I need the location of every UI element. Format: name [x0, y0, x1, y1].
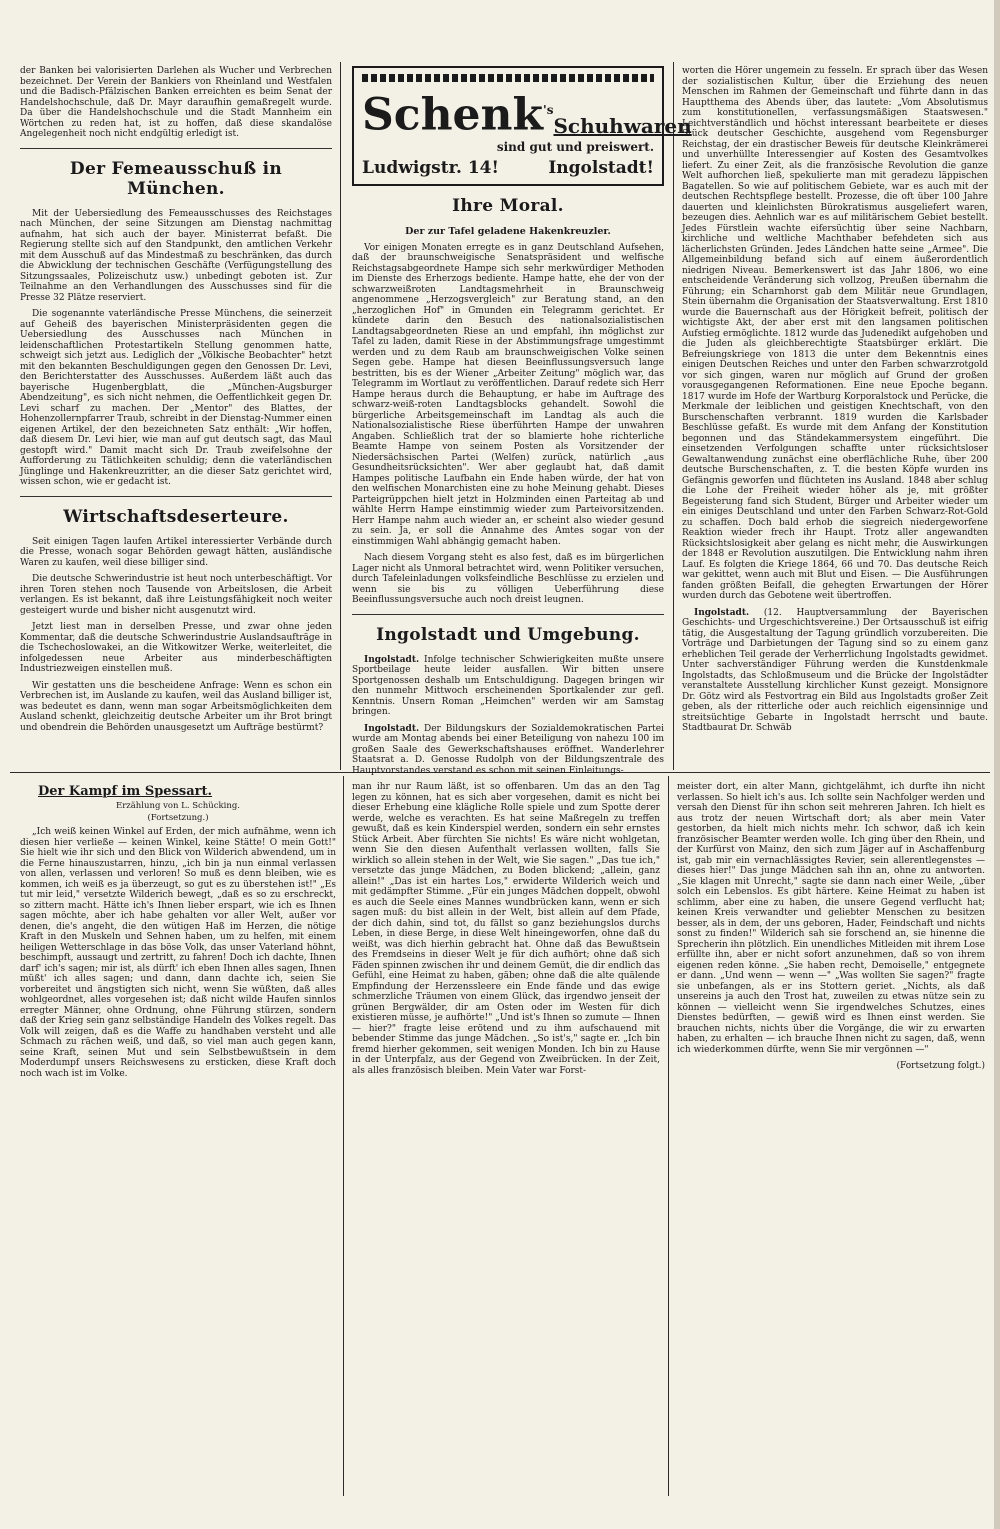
column-divider — [343, 776, 344, 1496]
story-end-note: (Fortsetzung folgt.) — [896, 1061, 985, 1071]
story-column-2 — [352, 782, 660, 1488]
article-text: Jetzt liest man in derselben Presse, und zwar ohne jeden Kommentar, daß die deutsche Schwerindustrie Auslandsaufträge in die Tschechoslowakei, an die Witkowitzer Werke, weiterleitet, die infolgedessen neue Arbeiter aus minderbeschäftigten Industriezweigen einstellen muß. — [20, 622, 332, 674]
advertisement-schenk — [352, 66, 692, 186]
story-byline: Erzählung von L. Schücking. — [115, 801, 241, 811]
column-left — [20, 66, 332, 770]
dateline: Ingolstadt. — [364, 723, 420, 734]
local-news-item: Ingolstadt. Der Bildungskurs der Sozialdemokratischen Partei wurde am Montag abends bei einer Beteiligung von nahezu 100 im großen Saale des Gewerkschaftshauses eröffnet. Wanderlehrer Staatsrat a. D. Genosse Rudolph von der Bildungszentrale des Hauptvorstandes verstand es schon mit seinen Einleitungs- — [352, 723, 664, 776]
dateline: Ingolstadt. — [364, 654, 420, 665]
ad-product: Schuhwaren — [553, 113, 692, 138]
article-rule — [20, 148, 332, 149]
ad-address-row — [362, 158, 654, 178]
story-column-1 — [20, 782, 336, 1488]
ad-brand-row — [362, 88, 692, 141]
headline-ingolstadt: Ingolstadt und Umgebung. — [376, 624, 640, 645]
article-text: worten die Hörer ungemein zu fesseln. Er sprach über das Wesen der sozialistischen Kultur, über die Erziehung des neuen Menschen im Rahmen der Gemeinschaft und führte dann in das Hauptthema des Abends über, das lautete: „Vom Absolutismus zum konstitutionellen, verfassungsmäßigen Staatswesen." Leichtverständlich und höchst interessant bearbeitete er dieses Stück deutscher Geschichte, ausgehend vom Regensburger Reichstag, der ein drastischer Beweis für deutsche Kleinkrämerei und unverhüllte Interessengier auf Kosten des Gesamtvolkes liefert. Zu einer Zeit, als die französische Revolution die ganze Welt aufhorchen ließ, spekulierte man mit geradezu läppischen Bagatellen. So wie auf politischem Gebiete, war es auch mit der deutschen Rechtspflege bestellt. Prozesse, die oft über 100 Jahre dauerten und kleinlichsten Bürokratismus ausgeliefert waren, bezeugen dies. Aehnlich war es auf militärischem Gebiet bestellt. Jedes Fürstlein wachte eifersüchtig über seine Nachbarn, kirchliche und weltliche Machthaber befehdeten sich aus lächerlichsten Gründen. Jedes Ländchen hatte seine „Armee". Die Allgemeinbildung befand sich auf einem äußerordentlich niedrigen Niveau. Bemerkenswert ist das Jahr 1806, wo eine entscheidende Veränderung sich vollzog, Preußen übernahm die Führung; ein Scharnhorst gab dem Militär neue Grundlagen, Stein übernahm die Organisation der Staatsverwaltung. Erst 1810 wurde die Bauernschaft aus der Hörigkeit befreit, politisch der wichtigste Akt, der aber erst mit den langsamen politischen Aufstieg ermöglichte. 1812 wurde das Judenedikt aufgehoben und die Juden als gleichberechtigte Staatsbürger erklärt. Die Befreiungskriege von 1813 die unter dem Bekenntnis eines einigen Deutschen Reiches und unter den Farben schwarzrotgold vor sich gingen, waren nur möglich auf Grund der großen vorausgegangenen Reformationen. Eine neue Epoche begann. 1817 wurde im Hofe der Wartburg Korporalstock und Perücke, die Merkmale der leiblichen und geistigen Knechtschaft, von den Burschenschaften verbrannt. 1819 wurden die Karlsbader Beschlüsse gefaßt. Es wurde mit dem Anfang der Konstitution begonnen und das Ständekammersystem eingeführt. Die einsetzenden Verfolgungen schaffte unter rücksichtsloser Gewaltanwendung zunächst eine oberflächliche Ruhe, über 200 deutsche Burschenschaften, z. T. die besten Köpfe wurden ins Gefängnis geworfen und flüchteten ins Ausland. 1848 aber schlug die Lohe der Freiheit wieder höher als je, mit größter Begeisterung fand sich Student, Bürger und Arbeiter wieder um ein einiges Deutschland und unter den Farben Schwarz-Rot-Gold zu schaffen. Doch bald erhob die siegreich niedergeworfene Reaktion wieder frech ihr Haupt. Trotz aller angewandten Rücksichtslosigkeit aber gelang es nicht mehr, die Auswirkungen der 1848 er Revolution auszutilgen. Die Entwicklung nahm ihren Lauf. Es folgten die Kriege 1864, 66 und 70. Das deutsche Reich war gekittet, wenn auch mit Blut und Eisen. — Die Ausführungen fanden größten Beifall, die gehegten Erwartungen der Hörer wurden durch das Gebotene weit übertroffen. — [682, 66, 988, 601]
story-text: „Ich weiß keinen Winkel auf Erden, der mich aufnähme, wenn ich diesen hier verließe — keinen Winkel, keine Stätte! O mein Gott!" Sie hielt wie ihr sich und den Blick von Wilderich abwendend, um in die Ferne hinauszustarren, hinzu, „ich bin ja nun einmal verlassen von allen, verlassen und verloren! So muß es denn bleiben, wie es kommen, ich weiß es ja überzeugt, so gut es zu überstehen ist!" „Es tut mir leid," versetzte Wilderich bewegt, „daß es so zu erschreckt, so zittern macht. Hätte ich's Ihnen lieber erspart, wie ich es Ihnen sagen möchte, aber ich habe gehalten vor aller Welt, außer vor denen, die's angeht, die den wütigen Haß im Herzen, die nötige Kraft in den Muskeln und Sehnen haben, um zu helfen, mit einem heiligen Wetterschlage in das böse Volk, das unser Vaterland höhnt, beschimpft, aussaugt und zertritt, zu fahren! Doch ich dachte, Ihnen darf' ich's sagen; mir ist, als dürft' ich eben Ihnen alles sagen, Ihnen müßt' ich alles sagen; und dann, dann dachte ich, seien Sie vorbereitet und ängstigten sich nicht, wenn Sie wüßten, daß alles wohlgeordnet, alles vorgesehen ist; daß nicht wilde Haufen sinnlos erregter Männer, ohne Ordnung, ohne Führung stürzen, sondern daß der Krieg sein ganz selbständige Handeln des Volkes regelt. Das Volk will zeigen, daß es die Waffe zu handhaben versteht und alle Schmach zu rächen weiß, und daß, so viel man auch gegen kann, seine Kraft, seinen Mut und sein Selbstbewußtsein in dem Moderdumpf unsers Reichswesens zu ersticken, diese Kraft doch noch wach ist im Volke. — [20, 827, 336, 1079]
story-text: man ihr nur Raum läßt, ist so offenbaren. Um das an den Tag legen zu können, hat es sich aber vorgesehen, damit es nicht bei dieser Erhebung eine klägliche Rolle spiele und zum Spotte derer werde, welche es verachten. Es hat seine Maßregeln zu treffen gewußt, daß es kein Kinderspiel werden, sondern ein sehr ernstes Stück Arbeit. Aber fürchten Sie nichts! Es wäre nicht wohlgetan, wenn Sie den diesen Aufenthalt verlassen wollten, falls Sie wirklich so allein stehen in der Welt, wie Sie sagen." „Das tue ich," versetzte das junge Mädchen, zu Boden blickend; „allein, ganz allein!" „Das ist ein hartes Los," erwiderte Wilderich weich und mit gedämpfter Stimme. „Für ein junges Mädchen doppelt, obwohl es auch die Seele eines Mannes wundbrücken kann, wenn er sich sagen muß: du bist allein in der Welt, bist allein auf dem Pfade, der dich dahin, sind tot, du fällst so ganz beziehungslos durchs Leben, in diese Berge, in diese Welt hineingeworfen, ohne daß du weißt, was dich hierhin gebracht hat. Ohne daß das Bewußtsein des Fremdseins in dieser Welt je für dich aufhört; ohne daß sich Fäden spinnen zwischen ihr und deinem Gemüt, die dir endlich das Gefühl, eine Heimat zu haben, gäben; ohne daß die alte quälende Empfindung der Herzenssleere ein Ende fände und das ewige schmerzliche Träumen von einem Glück, das irgendwo jenseit der grünen Bergwälder, dir am Osten oder im Westen für dich existieren müsse, je aufhörte!" „Und ist's Ihnen so zumute — Ihnen — hier?" fragte leise erötend und zu ihm aufschauend mit bebender Stimme das junge Mädchen. „So ist's," sagte er. „Ich bin fremd hierher gekommen, seit wenigen Monden. Ich bin zu Hause in der Unterpfalz, aus der Gegend von Zweibrücken. In der Zeit, als alles französisch bleiben. Mein Vater war Forst- — [352, 782, 660, 1076]
article-text: Die deutsche Schwerindustrie ist heut noch unterbeschäftigt. Vor ihren Toren stehen noch Tausende von Arbeitslosen, die Arbeit verlangen. Es ist bekannt, daß ihre Leistungsfähigkeit noch weiter gesteigert wurde und bisher nicht ausgenutzt wird. — [20, 574, 332, 616]
article-text: Die sogenannte vaterländische Presse Münchens, die seinerzeit auf Geheiß des bayerischen Ministerpräsidenten gegen die Uebersiedlung des Ausschusses nach München in leidenschaftlichen Protestartikeln Stellung genommen hatte, schweigt sich jetzt aus. Lediglich der „Völkische Beobachter" hetzt mit den bekannten Beschuldigungen gegen den Genossen Dr. Levi, den Berichterstatter des Ausschusses. Außerdem läßt auch das bayerische Hugenbergblatt, die „München-Augsburger Abendzeitung", es sich nicht nehmen, die Oeffentlichkeit gegen Dr. Levi scharf zu machen. Der „Mentor" des Blattes, der Hohenzollernpfarrer Traub, schreibt in der Dienstag-Nummer einen eigenen Artikel, der den bezeichneten Satz enthält: „Wir hoffen, daß diesem Dr. Levi hier, wie man auf gut deutsch sagt, das Maul gestopft wird." Damit macht sich Dr. Traub zweifelsohne der Aufforderung zu Tätlichkeiten schuldig; denn die vaterländischen Jünglinge und Hakenkreuzritter, an die dieser Satz gerichtet wird, wissen schon, wie er gedacht ist. — [20, 309, 332, 487]
article-text: der Banken bei valorisierten Darlehen als Wucher und Verbrechen bezeichnet. Der Verein der Bankiers von Rheinland und Westfalen und die Badisch-Pfälzischen Banken erreichten es beim Senat der Handelshochschule, daß Dr. Mayr daraufhin gemaßregelt wurde. Da über die Handelshochschule und die Stadt Mannheim ein Wörtchen zu reden hat, ist zu hoffen, daß diese skandalöse Angelegenheit noch nicht endgültig erledigt ist. — [20, 66, 332, 139]
article-text: Nach diesem Vorgang steht es also fest, daß es im bürgerlichen Lager nicht als Unmoral betrachtet wird, wenn Politiker versuchen, durch Tafeleinladungen volksfeindliche Beschlüsse zu erzielen und wenn sie bis zu völligen Ueberführung diese Beeinflussungsversuche auch noch dreist leugnen. — [352, 553, 664, 606]
column-divider — [673, 62, 674, 770]
local-news-item: Ingolstadt. (12. Hauptversammlung der Bayerischen Geschichts- und Urgeschichtsvereine.) Der Ortsausschuß ist eifrig tätig, die Ausgestaltung der Tagung gründlich vorzubereiten. Die Vorträge und Darbietungen der Tagung sind so zu einem ganz erheblichen Teil gerade der Verherrlichung Ingolstadts gewidmet. Unter sachverständiger Führung werden die Kunstdenkmale Ingolstadts, das Schloßmuseum und die Brücke der Ingolstädter veranstaltete Ausstellung kirchlicher Kunst gezeigt. Monsignore Dr. Götz wird als Festvortrag ein Bild aus Ingolstadts großer Zeit geben, als der ritterliche oder auch reichlich eigensinnige und streitsüchtige Gebarte in Ingolstadt herrscht und baute. Stadtbaurat Dr. Schwäb — [682, 607, 988, 733]
column-middle — [352, 66, 692, 776]
headline-wirtschaftsdeserteure: Wirtschaftsdeserteure. — [63, 506, 289, 527]
page-edge — [994, 0, 1000, 1529]
story-title: Der Kampf im Spessart. — [38, 784, 213, 799]
article-text: Vor einigen Monaten erregte es in ganz Deutschland Aufsehen, daß der braunschweigische Senatspräsident und welfische Reichstagsabgeordnete Hampe sich sehr merkwürdiger Methoden im Dienste des Erherzogs bediente. Hampe hatte, ehe der von der schwarzweißroten Landtagsmehrheit in Braunschweig angenommene „Herzogsvergleich" zur Beratung stand, an den „herzoglichen Hof" in Gmunden ein Telegramm gerichtet. Er kündete darin den Besuch des nationalsozialistischen Landtagsabgeordneten Riese an und empfahl, ihn möglichst zur Tafel zu laden, damit Riese in der Abstimmungsfrage umgestimmt werden und zu dem Raub am braunschweigischen Volke seinen Segen gebe. Hampe hat diesen Beeinflussungsversuch lange bestritten, bis es der Wiener „Arbeiter Zeitung" möglich war, das Telegramm im Wortlaut zu veröffentlichen. Darauf redete sich Herr Hampe heraus durch die Behauptung, er habe im Auftrage des schwarz-weiß-roten Landtagsblocks gehandelt. Sowohl die bürgerliche Arbeitsgemeinschaft im Landtag als auch die Nationalsozialistische Riese überführten Hampe der unwahren Angaben. Schließlich trat der so blamierte hohe richterliche Beamte Hampe von seinem Posten als Vorsitzender der Niedersächsischen Partei (Welfen) zurück, natürlich „aus Gesundheitsrücksichten". Wer aber geglaubt hat, daß damit Hampes politische Laufbahn ein Ende haben würde, der hat von den welfischen Monarchisten eine zu hohe Meinung gehabt. Dieses Parteigrüppchen hielt jetzt in Holzminden einen Parteitag ab und wählte Herrn Hampe einstimmig wieder zum Parteivorsitzenden. Herr Hampe nahm auch wieder an, er scheint also wieder gesund zu sein. Ja, er soll die Annahme des Amtes sogar von der einstimmigen Wahl abhängig gemacht haben. — [352, 242, 664, 547]
headline-moral: Ihre Moral. — [452, 195, 564, 216]
article-rule — [20, 496, 332, 497]
story-column-3 — [677, 782, 985, 1488]
dateline: Ingolstadt. — [694, 607, 750, 618]
article-text: Wir gestatten uns die bescheidene Anfrage: Wenn es schon ein Verbrechen ist, im Auslande zu kaufen, weil das Ausland billiger ist, was bedeutet es dann, wenn man sogar Arbeitsmöglichkeiten dem Ausland schenkt, gleichzeitig deutsche Arbeiter um ihr Brot bringt und obendrein die Behörden unausgesetzt um Aufträge bestürmt? — [20, 680, 332, 733]
article-rule — [352, 614, 664, 615]
column-right — [682, 66, 988, 770]
local-news-item: Ingolstadt. Infolge technischer Schwierigkeiten mußte unsere Sportbeilage heute leider ausfallen. Wir bitten unsere Sportgenossen deshalb um Entschuldigung. Dagegen bringen wir den nunmehr Mittwoch erscheinenden Sportkalender zur gefl. Kenntnis. Unsern Roman „Heimchen" werden wir am Samstag bringen. — [352, 654, 664, 718]
headline-femeausschuss: Der Femeausschuß in München. — [69, 158, 283, 199]
column-divider — [668, 776, 669, 1496]
story-text: meister dort, ein alter Mann, gichtgelähmt, ich durfte ihn nicht verlassen. So hielt ich's aus. Ich sollte sein Nachfolger werden und versah den Dienst für ihn schon seit mehreren Jahren. Ich hielt es aus trotz der neuen Wirtschaft dort; als aber mein Vater gestorben, da hielt mich nichts mehr. Ich schwor, daß ich kein französischer Beamter werden wolle. Ich ging über den Rhein, und der Kurfürst von Mainz, den sich zum Jäger auf in Aschaffenburg ist, gab mir ein vernachlässigtes Revier, sein allerentlegenstes — dieses hier!" Das junge Mädchen sah ihn an, ohne zu antworten. „Sie klagen mit Unrecht," sagte sie dann nach einer Weile, „über solch ein Lebenslos. Es gibt härtere. Keine Heimat zu haben ist schlimm, aber eine zu haben, die unsere Gegend verflucht hat; keinen Kreis verwandter und geliebter Menschen zu besitzen besser, als in dem, der uns geboren, Hader, Feindschaft und nichts sonst zu finden!" Wilderich sah sie forschend an, sie hinenne die Sprecherin ihn plötzlich. Ein unendliches Mitleiden mit ihrem Lose erfüllte ihn, aber er nicht sofort anzunehmen, daß so von ihrem eigenen reden könne. „Sie haben recht, Demoiselle," entgegnete er dann. „Und wenn — wenn —" „Was wollten Sie sagen?" fragte sie unbefangen, als er ins Stottern geriet. „Nichts, als daß unsereins ja auch den Trost hat, zuweilen zu etwas nütze sein zu können — vielleicht wenn Sie irgendwelches Schutzes, eines Dienstes bedürften, — gewiß wird es Ihnen einst werden. Sie brauchen nichts, nichts über die Vorgänge, die wir zu erwarten haben, zu erhalten — ich brauche Ihnen nicht zu sagen, daß, wenn ich wiederkommen dürfte, wenn Sie mir vergönnen —" — [677, 782, 985, 1055]
ad-address: Ludwigstr. 14! — [362, 157, 499, 178]
subheadline-moral: Der zur Tafel geladene Hakenkreuzler. — [405, 225, 611, 237]
story-continuation-note: (Fortsetzung.) — [147, 813, 209, 823]
ad-border-pattern — [362, 74, 654, 82]
article-text: Mit der Uebersiedlung des Femeausschusses des Reichstages nach München, der seine Sitzungen am Dienstag nachmittag aufnahm, hat sich auch der bayer. Ministerrat befaßt. Die Regierung stellte sich auf den Standpunkt, den amtlichen Verkehr mit dem Ausschuß auf das Mindestmaß zu beschränken, das durch die Abwicklung der technischen Geschäfte (Verfügungstellung des Sitzungssaales, Polizeischutz usw.) unbedingt geboten ist. Zur Teilnahme an den Verhandlungen des Ausschusses sind für die Presse 32 Plätze reserviert. — [20, 208, 332, 303]
ad-city: Ingolstadt! — [548, 157, 654, 178]
column-divider — [340, 62, 341, 770]
article-text: Seit einigen Tagen laufen Artikel interessierter Verbände durch die Presse, wonach sogar Behörden gewagt hätten, ausländische Waren zu kaufen, weil diese billiger sind. — [20, 536, 332, 568]
ad-brand: Schenk$^{'s}$ — [362, 89, 554, 141]
ad-tagline: sind gut und preiswert. — [496, 139, 654, 154]
